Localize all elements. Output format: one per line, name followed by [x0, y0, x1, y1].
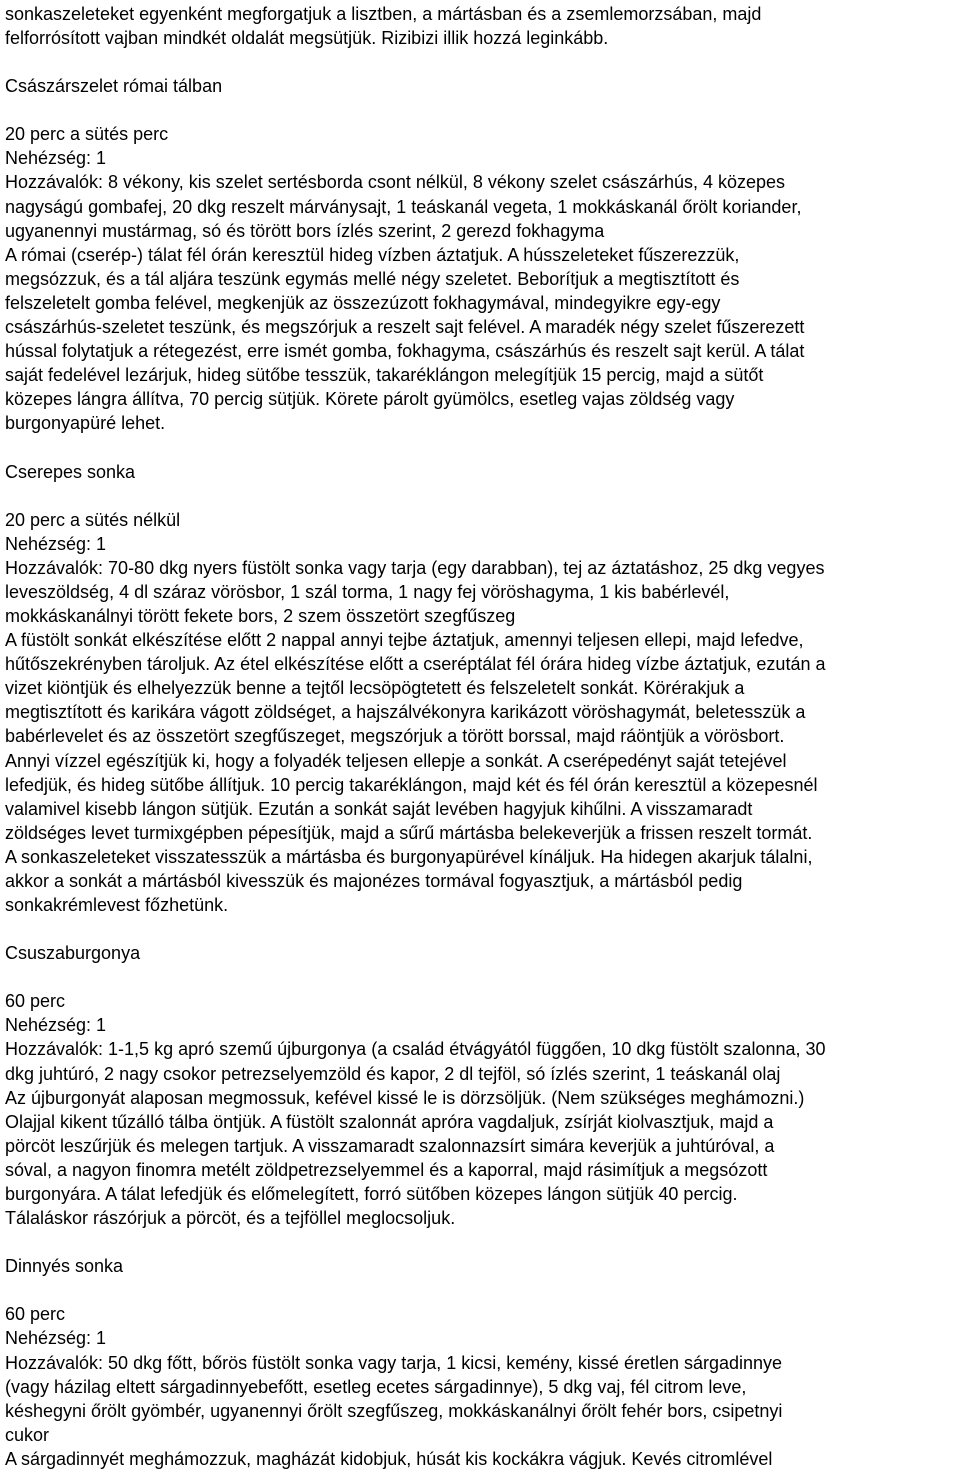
text-line: saját fedelével lezárjuk, hideg sütőbe tesszük, takaréklángon melegítjük 15 percig, majd a sütőt [5, 365, 764, 386]
text-line: felszeletelt gomba felével, megkenjük az összezúzott fokhagymával, mindegyikre egy-egy [5, 292, 721, 313]
recipe-difficulty: Nehézség: 1 [5, 1328, 107, 1349]
text-line: felforrósított vajban mindkét oldalát megsütjük. Rizibizi illik hozzá leginkább. [5, 28, 609, 49]
text-line: sóval, a nagyon finomra metélt zöldpetrezselyemmel és a kaporral, majd rásimítjuk a megsózott [5, 1159, 768, 1180]
text-line: valamivel kisebb lángon sütjük. Ezután a sonkát saját levében hagyjuk kihűlni. A visszamaradt [5, 798, 753, 819]
text-line: Tálaláskor rászórjuk a pörcöt, és a tejföllel meglocsoljuk. [5, 1208, 456, 1229]
text-line: Hozzávalók: 1-1,5 kg apró szemű újburgonya (a család étvágyától függően, 10 dkg füstölt szalonna, 30 [5, 1039, 826, 1060]
text-line: Az újburgonyát alaposan megmossuk, kefével kissé le is dörzsöljük. (Nem szükséges meghámozni.) [5, 1087, 805, 1108]
text-line: hűtőszekrényben tároljuk. Az étel elkészítése előtt a cseréptálat fél órára hideg vízbe áztatjuk, ezután a [5, 654, 826, 675]
text-line: pörcöt leszűrjük és melegen tartjuk. A visszamaradt szalonnazsírt simára keverjük a juhtúróval, a [5, 1135, 775, 1156]
text-line: császárhús-szeletet teszünk, és megszórjuk a reszelt sajt felével. A maradék négy szelet fűszerezett [5, 317, 805, 338]
text-line: közepes lángra állítva, 70 percig sütjük. Körete párolt gyümölcs, esetleg vajas zöldség vagy [5, 389, 735, 410]
text-line: A füstölt sonkát elkészítése előtt 2 nappal annyi tejbe áztatjuk, amennyi teljesen ellepi, majd lefedve, [5, 630, 804, 651]
text-line: A római (cserép-) tálat fél órán keresztül hideg vízben áztatjuk. A hússzeleteket fűszerezzük, [5, 244, 740, 265]
text-line: vizet kiöntjük és elhelyezzük benne a tejtől lecsöpögtetett és felszeletelt sonkát. Körérakjuk a [5, 678, 745, 699]
text-line: leveszöldség, 4 dl száraz vörösbor, 1 szál torma, 1 nagy fej vöröshagyma, 1 kis babérlevél, [5, 581, 730, 602]
text-line: babérlevelet és az összetört szegfűszeget, megszórjuk a törött borssal, majd ráöntjük a vörösbort. [5, 726, 785, 747]
text-line: Hozzávalók: 8 vékony, kis szelet sertésborda csont nélkül, 8 vékony szelet császárhús, 4 közepes [5, 172, 786, 193]
text-line: dkg juhtúró, 2 nagy csokor petrezselyemzöld és kapor, 2 dl tejföl, só ízlés szerint, 1 teáskanál olaj [5, 1063, 781, 1084]
intro-paragraph [5, 2, 958, 50]
recipe-time: 60 perc [5, 1304, 66, 1325]
text-line: hússal folytatjuk a rétegezést, erre ismét gomba, fokhagyma, császárhús és reszelt sajt kerül. A tálat [5, 341, 805, 362]
text-line: késhegyni őrölt gyömbér, ugyanennyi őrölt szegfűszeg, mokkáskanálnyi őrölt fehér bors, csipetnyi [5, 1400, 783, 1421]
text-line: burgonyapüré lehet. [5, 413, 166, 434]
text-line: A sárgadinnyét meghámozzuk, magházát kidobjuk, húsát kis kockákra vágjuk. Kevés citromlével [5, 1448, 773, 1469]
recipe-time: 20 perc a sütés nélkül [5, 509, 181, 530]
recipe-title: Csuszaburgonya [5, 943, 141, 964]
recipe-body [5, 1037, 958, 1230]
recipe-time: 20 perc a sütés perc [5, 124, 169, 145]
text-line: nagyságú gombafej, 20 dkg reszelt márványsajt, 1 teáskanál vegeta, 1 mokkáskanál őrölt koriander, [5, 196, 802, 217]
recipe-body [5, 556, 958, 917]
recipe-difficulty: Nehézség: 1 [5, 1015, 107, 1036]
text-line: A sonkaszeleteket visszatesszük a mártásba és burgonyapürével kínáljuk. Ha hidegen akarjuk tálalni, [5, 846, 813, 867]
recipe-body [5, 1351, 958, 1471]
text-line: sonkaszeleteket egyenként megforgatjuk a lisztben, a mártásban és a zsemlemorzsában, majd [5, 4, 762, 24]
recipe-time: 60 perc [5, 991, 66, 1012]
text-line: ugyanennyi mustármag, só és törött bors ízlés szerint, 2 gerezd fokhagyma [5, 220, 605, 241]
text-line: (vagy házilag eltett sárgadinnyebefőtt, esetleg ecetes sárgadinnye), 5 dkg vaj, fél citrom leve, [5, 1376, 747, 1397]
recipe-title: Dinnyés sonka [5, 1256, 124, 1277]
text-line: Hozzávalók: 70-80 dkg nyers füstölt sonka vagy tarja (egy darabban), tej az áztatáshoz, 25 dkg vegyes [5, 557, 825, 578]
recipe-section [5, 74, 958, 435]
text-line: lefedjük, és hideg sütőbe állítjuk. 10 percig takaréklángon, majd két és fél órán keresztül a közepesnél [5, 774, 818, 795]
recipe-title: Császárszelet római tálban [5, 76, 223, 97]
document-page [5, 0, 958, 1471]
text-line: cukor [5, 1424, 50, 1445]
recipe-difficulty: Nehézség: 1 [5, 533, 107, 554]
text-line: sonkakrémlevest főzhetünk. [5, 895, 229, 916]
text-line: Olajjal kikent tűzálló tálba öntjük. A füstölt szalonnát apróra vagdaljuk, zsírját kiolvasztjuk, majd a [5, 1111, 774, 1132]
text-line: megtisztított és karikára vágott zöldséget, a hajszálvékonyra karikázott vöröshagymát, beletesszük a [5, 702, 806, 723]
recipe-section [5, 1254, 958, 1471]
text-line: burgonyára. A tálat lefedjük és előmelegített, forró sütőben közepes lángon sütjük 40 percig. [5, 1184, 738, 1205]
recipe-title: Cserepes sonka [5, 461, 136, 482]
text-line: akkor a sonkát a mártásból kivesszük és majonézes tormával fogyasztjuk, a mártásból pedig [5, 871, 743, 891]
recipe-body [5, 170, 958, 435]
recipe-difficulty: Nehézség: 1 [5, 148, 107, 169]
text-line: megsózzuk, és a tál aljára teszünk egymás mellé négy szeletet. Beborítjuk a megtisztított és [5, 268, 740, 289]
recipe-section [5, 941, 958, 1230]
text-line: Annyi vízzel egészítjük ki, hogy a folyadék teljesen ellepje a sonkát. A cserépedényt saját tetejével [5, 750, 787, 771]
text-line: mokkáskanálnyi törött fekete bors, 2 szem összetört szegfűszeg [5, 605, 516, 626]
text-line: Hozzávalók: 50 dkg főtt, bőrös füstölt sonka vagy tarja, 1 kicsi, kemény, kissé éretlen sárgadinnye [5, 1352, 783, 1373]
recipe-section [5, 460, 958, 918]
text-line: zöldséges levet turmixgépben pépesítjük, majd a sűrű mártásba belekeverjük a frissen reszelt tormát. [5, 822, 813, 843]
